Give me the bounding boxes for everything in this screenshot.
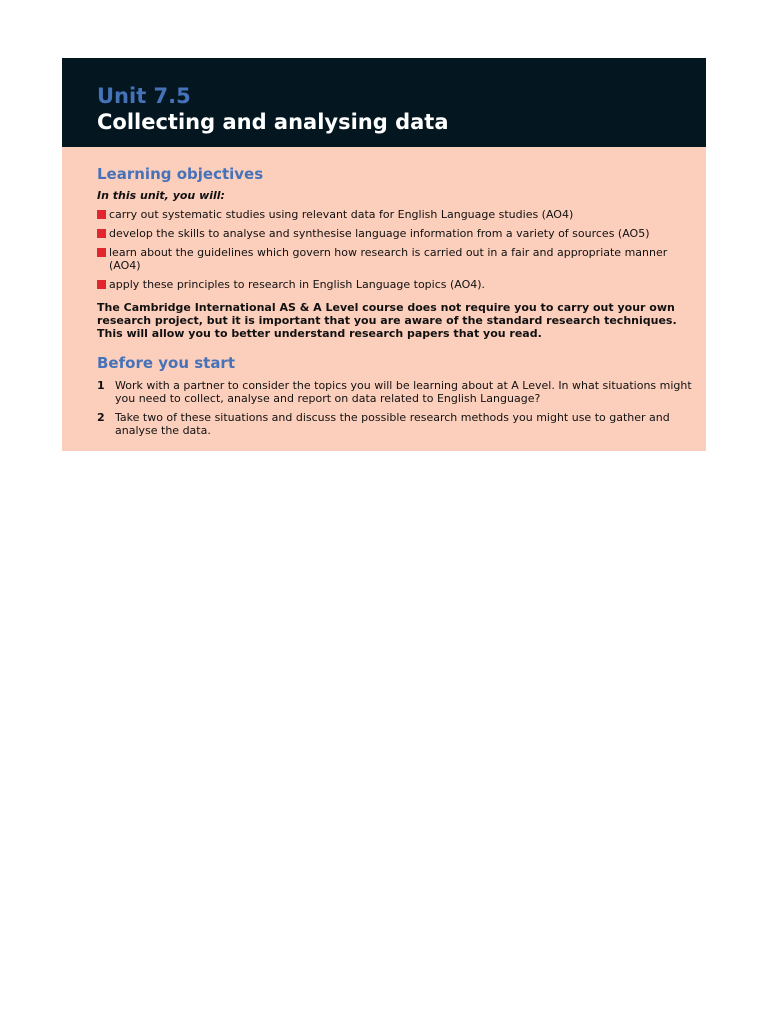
list-item — [97, 411, 692, 437]
list-item — [97, 379, 692, 405]
objectives-list — [97, 208, 692, 291]
learning-objectives-panel — [62, 147, 706, 451]
course-note: The Cambridge International AS & A Level course does not require you to carry out your own research project, but it is important that you are aware of the standard research techniques. This will allow you to better understand research papers that you read. — [97, 301, 677, 340]
unit-title: Collecting and analysing data — [97, 110, 449, 134]
square-bullet-icon — [97, 210, 106, 219]
list-item — [97, 227, 692, 240]
step-number: 2 — [97, 411, 105, 424]
list-item — [97, 246, 692, 272]
square-bullet-icon — [97, 248, 106, 257]
unit-header — [62, 58, 706, 147]
step-text: Work with a partner to consider the topics you will be learning about at A Level. In what situations might you need to collect, analyse and report on data related to English Language? — [115, 379, 692, 405]
unit-number: Unit 7.5 — [97, 84, 191, 108]
square-bullet-icon — [97, 280, 106, 289]
objective-text: carry out systematic studies using relevant data for English Language studies (AO4) — [109, 208, 574, 221]
before-you-start-steps — [97, 379, 692, 437]
objective-text: develop the skills to analyse and synthesise language information from a variety of sources (AO5) — [109, 227, 650, 240]
step-text: Take two of these situations and discuss the possible research methods you might use to gather and analyse the data. — [115, 411, 670, 437]
objectives-intro: In this unit, you will: — [97, 189, 225, 202]
objective-text: apply these principles to research in English Language topics (AO4). — [109, 278, 486, 291]
square-bullet-icon — [97, 229, 106, 238]
before-you-start-heading: Before you start — [97, 354, 236, 372]
list-item — [97, 278, 692, 291]
learning-objectives-heading: Learning objectives — [97, 165, 264, 183]
objective-text: learn about the guidelines which govern how research is carried out in a fair and appropriate manner (AO4) — [109, 246, 668, 272]
list-item — [97, 208, 692, 221]
step-number: 1 — [97, 379, 105, 392]
